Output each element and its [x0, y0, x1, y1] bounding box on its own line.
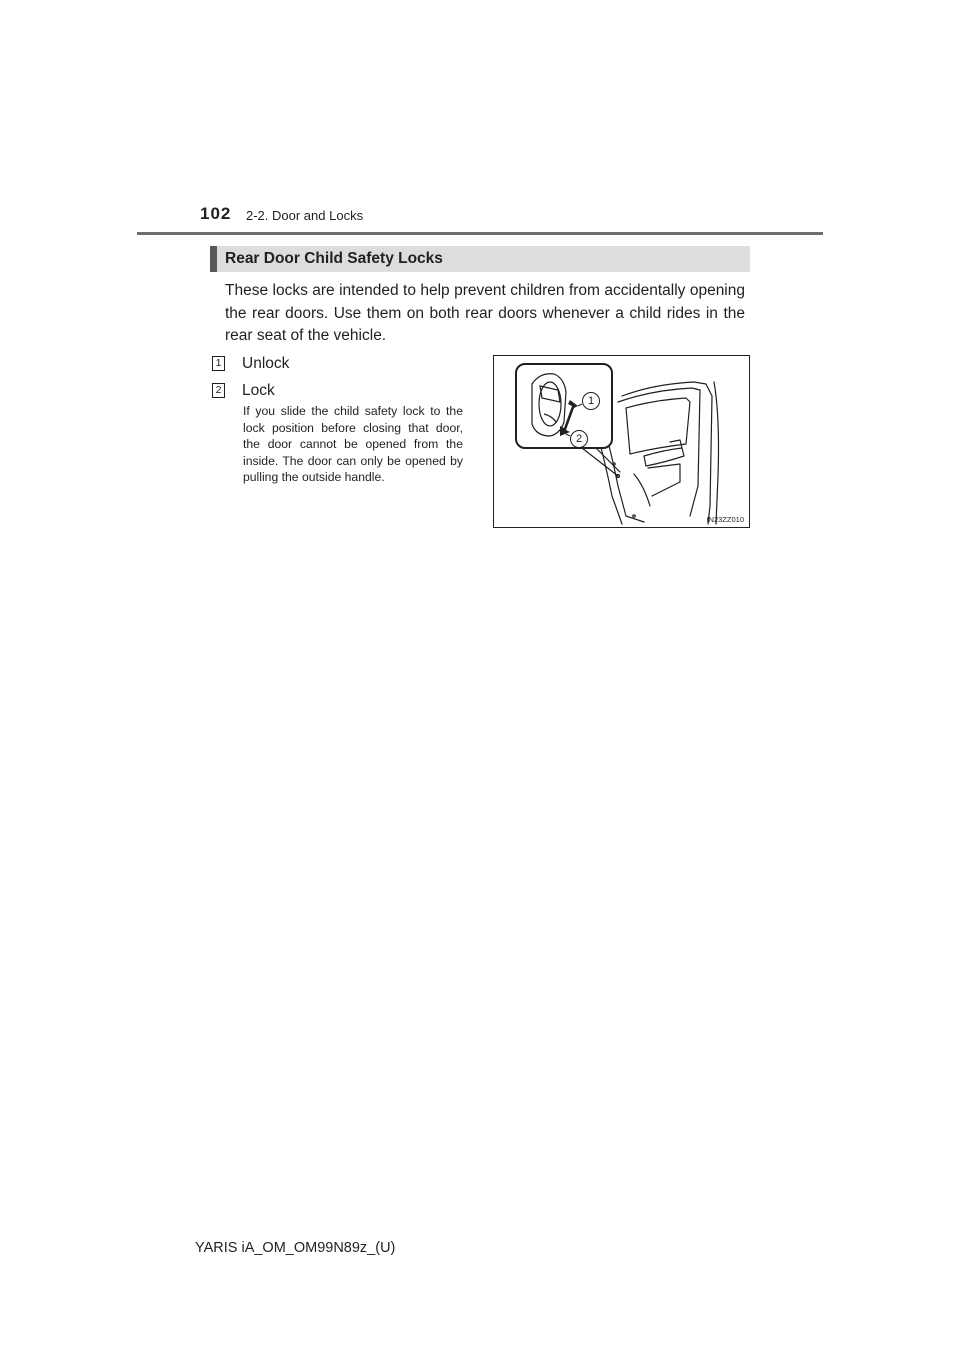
door-lock-illustration	[493, 355, 750, 528]
callout-item-lock	[212, 377, 472, 404]
callout-list	[212, 350, 472, 404]
page-number: 102	[200, 204, 232, 223]
section-title: 2-2. Door and Locks	[246, 208, 364, 223]
figure-callout-2: 2	[570, 430, 588, 448]
figure-callout-1: 1	[582, 392, 600, 410]
callout-number-badge: 1	[212, 356, 225, 371]
header-divider	[137, 232, 823, 235]
callout-item-unlock	[212, 350, 472, 377]
intro-paragraph: These locks are intended to help prevent children from accidentally opening the rear doors. Use them on both rear doors whenever a child rides in the rear seat of the vehicle.	[225, 282, 745, 344]
section-heading	[210, 246, 750, 272]
section-heading-text: Rear Door Child Safety Locks	[225, 250, 443, 267]
callout-label: Unlock	[242, 354, 290, 372]
figure-code: IN23ZZ010	[706, 515, 744, 524]
footer-model-code: YARIS iA_OM_OM99N89z_(U)	[195, 1240, 396, 1256]
door-illustration-drawing	[494, 356, 751, 529]
callout-number-badge: 2	[212, 383, 225, 398]
note-paragraph: If you slide the child safety lock to the lock position before closing that door, the door cannot be opened from the inside. The door can only be opened by pulling the outside handle.	[243, 404, 463, 484]
callout-label: Lock	[242, 381, 275, 399]
